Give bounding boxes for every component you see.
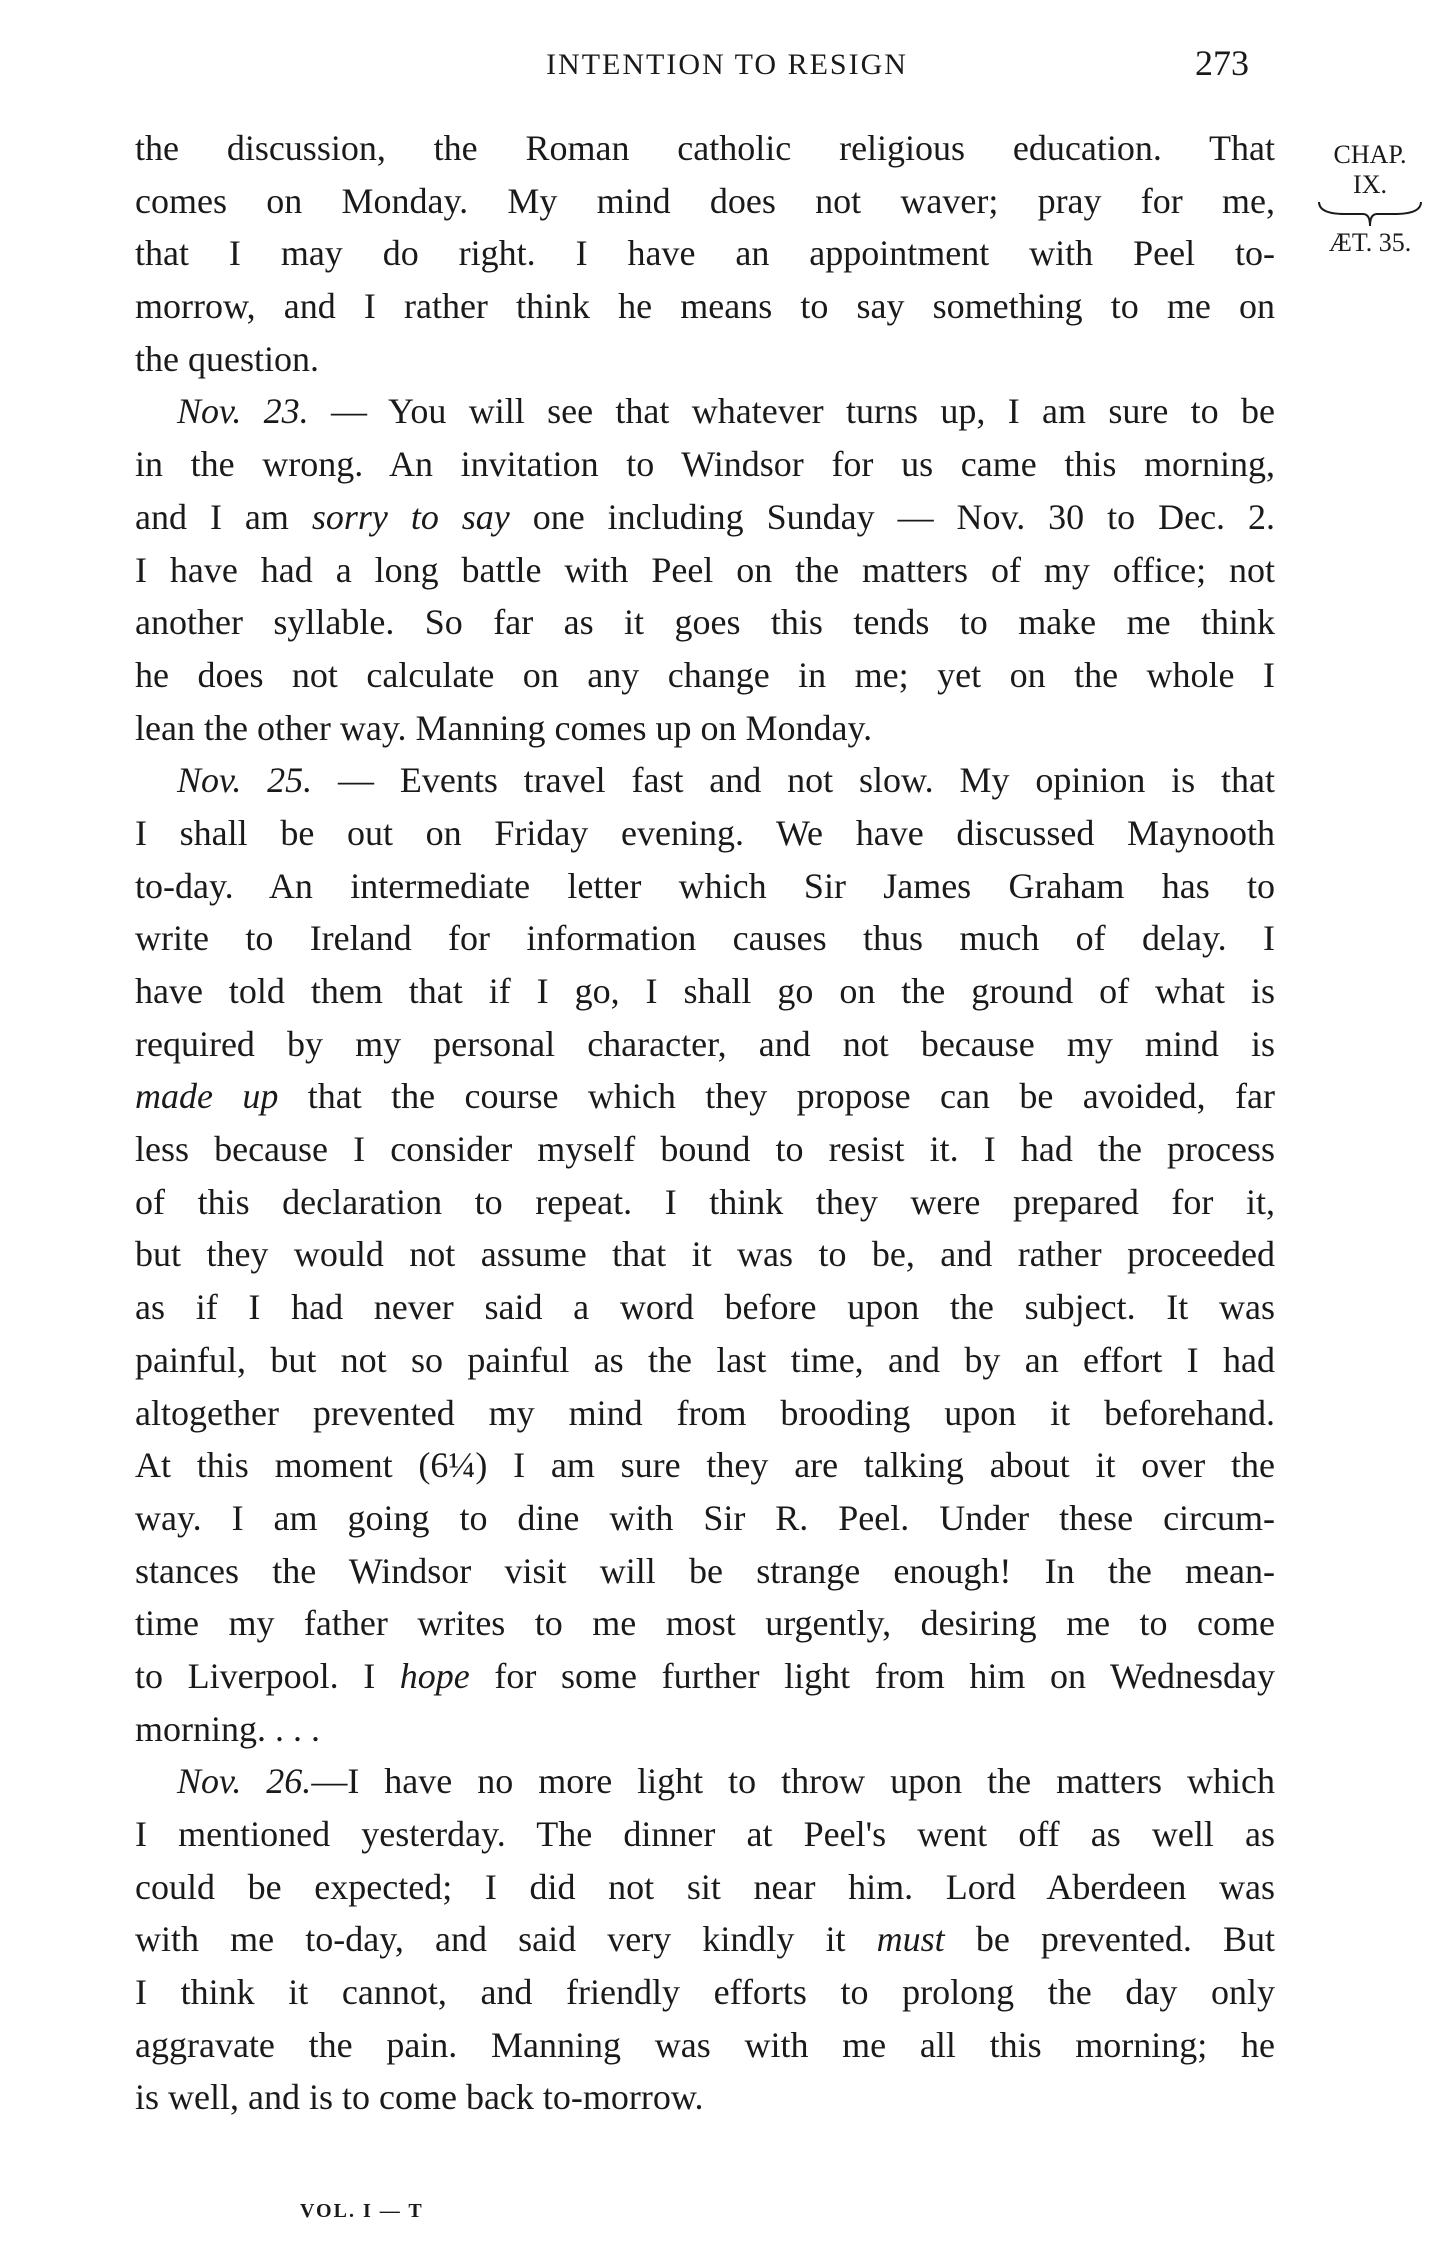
text-line: that I may do right. I have an appointment with Peel to- — [135, 233, 1275, 274]
text-line: painful, but not so painful as the last time, and by an effort I had — [135, 1339, 1275, 1380]
text-line — [135, 1913, 1275, 1966]
text-line — [135, 1650, 1275, 1703]
text-line: altogether prevented my mind from brooding upon it beforehand. — [135, 1392, 1275, 1433]
text-fragment: Events travel fast and not slow. My opinion is that — [399, 760, 1275, 801]
text-line — [135, 1755, 1275, 1808]
text-line: I think it cannot, and friendly efforts to prolong the day only — [135, 1972, 1275, 2013]
margin-chap: CHAP. — [1333, 140, 1407, 169]
text-line: less because I consider myself bound to resist it. I had the process — [135, 1129, 1275, 1170]
text-line: stances the Windsor visit will be strange enough! In the mean- — [135, 1550, 1275, 1591]
page-number: 273 — [1195, 43, 1249, 83]
text-line: have told them that if I go, I shall go on the ground of what is — [135, 971, 1275, 1011]
text-line: comes on Monday. My mind does not waver; pray for me, — [135, 180, 1275, 221]
text-line: aggravate the pain. Manning was with me all this morning; he — [135, 2024, 1275, 2065]
text-line: I mentioned yesterday. The dinner at Peel's went off as well as — [135, 1814, 1275, 1854]
text-line: way. I am going to dine with Sir R. Peel. Under these circum- — [135, 1497, 1275, 1538]
text-line: I shall be out on Friday evening. We have discussed Maynooth — [135, 812, 1275, 853]
italic-emphasis: hope — [399, 1655, 470, 1696]
text-line: required by my personal character, and not because my mind is — [135, 1023, 1275, 1064]
text-line: he does not calculate on any change in me; yet on the whole I — [135, 654, 1275, 695]
text-fragment: one including Sunday — Nov. 30 to Dec. 2. — [532, 496, 1276, 537]
text-line: morning. . . . — [135, 1708, 320, 1749]
text-fragment: and I am — [135, 496, 312, 537]
footer-signature: VOL. I — T — [300, 2200, 424, 2222]
text-line: the question. — [135, 338, 319, 379]
italic-emphasis: sorry to say — [311, 496, 510, 537]
margin-chap-number: IX. — [1353, 170, 1387, 199]
margin-aet: ÆT. 35. — [1328, 228, 1412, 257]
text-line: the discussion, the Roman catholic religious education. That — [135, 128, 1275, 168]
text-line: but they would not assume that it was to be, and rather proceeded — [135, 1234, 1275, 1275]
text-line: At this moment (6¼) I am sure they are talking about it over the — [135, 1445, 1275, 1486]
text-line — [135, 1070, 1275, 1123]
entry-date: Nov. 23. — [177, 391, 309, 432]
text-fragment: I have no more light to throw upon the matters which — [347, 1761, 1275, 1802]
text-fragment: You will see that whatever turns up, I am sure to be — [388, 391, 1275, 432]
text-fragment: to Liverpool. I — [135, 1655, 400, 1696]
text-line: to-day. An intermediate letter which Sir James Graham has to — [135, 865, 1275, 906]
entry-date: Nov. 26. — [177, 1761, 312, 1802]
running-header-title: INTENTION TO RESIGN — [546, 48, 908, 81]
text-fragment: for some further light from him on Wednesday — [494, 1655, 1276, 1696]
text-fragment: be prevented. But — [975, 1919, 1276, 1960]
text-line: I have had a long battle with Peel on the matters of my office; not — [135, 549, 1275, 590]
body-text — [135, 122, 1275, 2124]
text-fragment: with me to-day, and said very kindly it — [135, 1919, 877, 1960]
text-line: is well, and is to come back to-morrow. — [135, 2077, 704, 2118]
margin-note — [1305, 140, 1435, 258]
text-line: of this declaration to repeat. I think they were prepared for it, — [135, 1181, 1275, 1222]
text-line — [135, 491, 1275, 544]
text-line: another syllable. So far as it goes this tends to make me think — [135, 602, 1275, 643]
italic-emphasis: made up — [135, 1076, 279, 1117]
text-line: could be expected; I did not sit near him. Lord Aberdeen was — [135, 1866, 1275, 1907]
dash: — — [308, 391, 389, 432]
dash: — — [311, 1761, 348, 1802]
italic-emphasis: must — [876, 1919, 945, 1960]
text-line: as if I had never said a word before upon the subject. It was — [135, 1287, 1275, 1328]
text-fragment: that the course which they propose can be avoided, far — [307, 1076, 1276, 1117]
text-line — [135, 754, 1275, 807]
entry-date: Nov. 25. — [177, 760, 313, 801]
text-line: in the wrong. An invitation to Windsor for us came this morning, — [135, 444, 1275, 485]
text-line: write to Ireland for information causes thus much of delay. I — [135, 918, 1275, 959]
text-line — [135, 385, 1275, 438]
text-line: morrow, and I rather think he means to say something to me on — [135, 286, 1275, 327]
dash: — — [312, 760, 400, 801]
text-line: time my father writes to me most urgently, desiring me to come — [135, 1603, 1275, 1644]
text-line: lean the other way. Manning comes up on Monday. — [135, 707, 873, 748]
brace-icon — [1305, 200, 1435, 228]
